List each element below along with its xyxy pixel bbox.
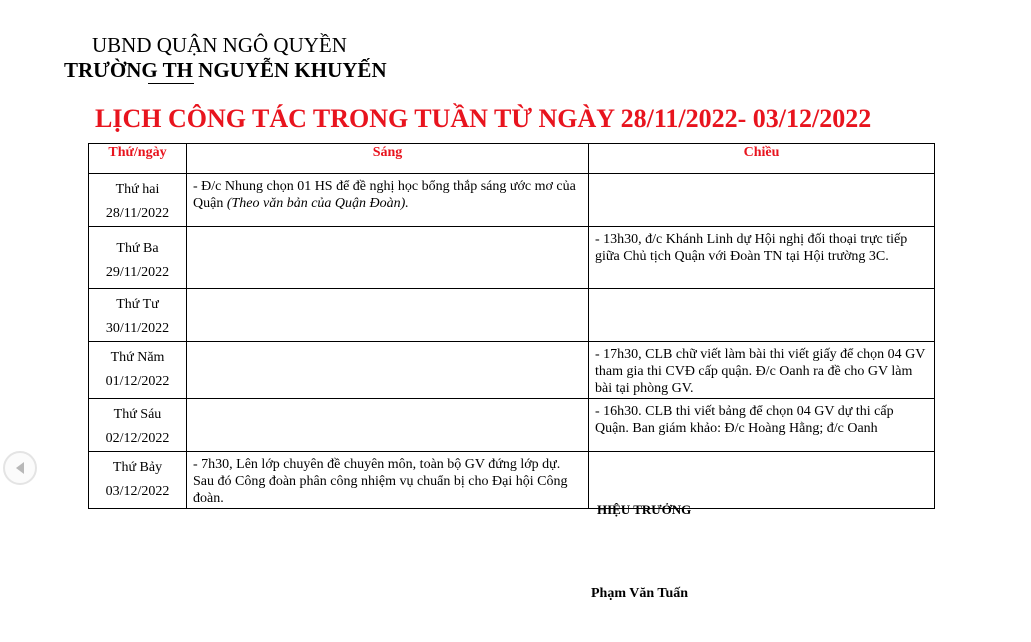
day-date: 02/12/2022 (105, 431, 170, 446)
org-name: UBND QUẬN NGÔ QUYỀN (92, 33, 347, 57)
afternoon-cell (589, 289, 935, 342)
chevron-left-icon (14, 461, 26, 475)
morning-cell (187, 174, 589, 227)
table-row (89, 227, 935, 289)
morning-cell (187, 227, 589, 289)
day-name: Thứ Năm (110, 350, 165, 365)
table-header-row (89, 144, 935, 174)
day-date: 28/11/2022 (105, 206, 170, 221)
afternoon-cell (589, 452, 935, 509)
day-cell (89, 342, 187, 399)
afternoon-cell (589, 174, 935, 227)
table-row (89, 174, 935, 227)
previous-page-button[interactable] (3, 451, 37, 485)
day-cell (89, 227, 187, 289)
day-cell (89, 399, 187, 452)
afternoon-cell: - 13h30, đ/c Khánh Linh dự Hội nghị đối thoại trực tiếp giữa Chủ tịch Quận với Đoàn TN tại Hội trường 3C. (589, 227, 935, 289)
school-name: TRƯỜNG TH NGUYỄN KHUYẾN (64, 58, 387, 82)
morning-cell (187, 289, 589, 342)
day-date: 30/11/2022 (105, 321, 170, 336)
morning-note: (Theo văn bản của Quận Đoàn). (226, 196, 409, 211)
day-name: Thứ Ba (116, 241, 159, 256)
day-name: Thứ Bảy (112, 460, 163, 475)
signature-name: Phạm Văn Tuấn (591, 586, 689, 601)
day-date: 29/11/2022 (105, 265, 170, 280)
table-row (89, 399, 935, 452)
table-row (89, 452, 935, 509)
day-date: 01/12/2022 (105, 374, 170, 389)
morning-cell: - 7h30, Lên lớp chuyên đề chuyên môn, toàn bộ GV đứng lớp dự. Sau đó Công đoàn phân công nhiệm vụ chuẩn bị cho Đại hội Công đoàn. (187, 452, 589, 509)
weekly-schedule-table (88, 143, 935, 509)
header-morning: Sáng (187, 144, 589, 174)
morning-cell (187, 342, 589, 399)
day-date: 03/12/2022 (105, 484, 170, 499)
day-cell (89, 289, 187, 342)
morning-cell (187, 399, 589, 452)
day-name: Thứ hai (115, 182, 160, 197)
day-name: Thứ Sáu (113, 407, 162, 422)
table-row (89, 342, 935, 399)
table-row (89, 289, 935, 342)
day-cell (89, 174, 187, 227)
morning-text: - Đ/c Nhung chọn 01 HS để đề nghị học bổng thắp sáng ước mơ của Quận (193, 179, 576, 211)
signature-title: HIỆU TRƯỞNG (597, 502, 692, 517)
page-title: LỊCH CÔNG TÁC TRONG TUẦN TỪ NGÀY 28/11/2022- 03/12/2022 (95, 104, 872, 133)
header-afternoon: Chiều (589, 144, 935, 174)
afternoon-cell: - 17h30, CLB chữ viết làm bài thi viết giấy để chọn 04 GV tham gia thi CVĐ cấp quận. Đ/c Oanh ra đề cho GV làm bài tại phòng GV. (589, 342, 935, 399)
header-day: Thứ/ngày (89, 144, 187, 174)
school-underline (148, 83, 194, 84)
afternoon-cell: - 16h30. CLB thi viết bảng để chọn 04 GV dự thi cấp Quận. Ban giám khảo: Đ/c Hoàng Hằng; đ/c Oanh (589, 399, 935, 452)
day-name: Thứ Tư (116, 297, 159, 312)
day-cell (89, 452, 187, 509)
